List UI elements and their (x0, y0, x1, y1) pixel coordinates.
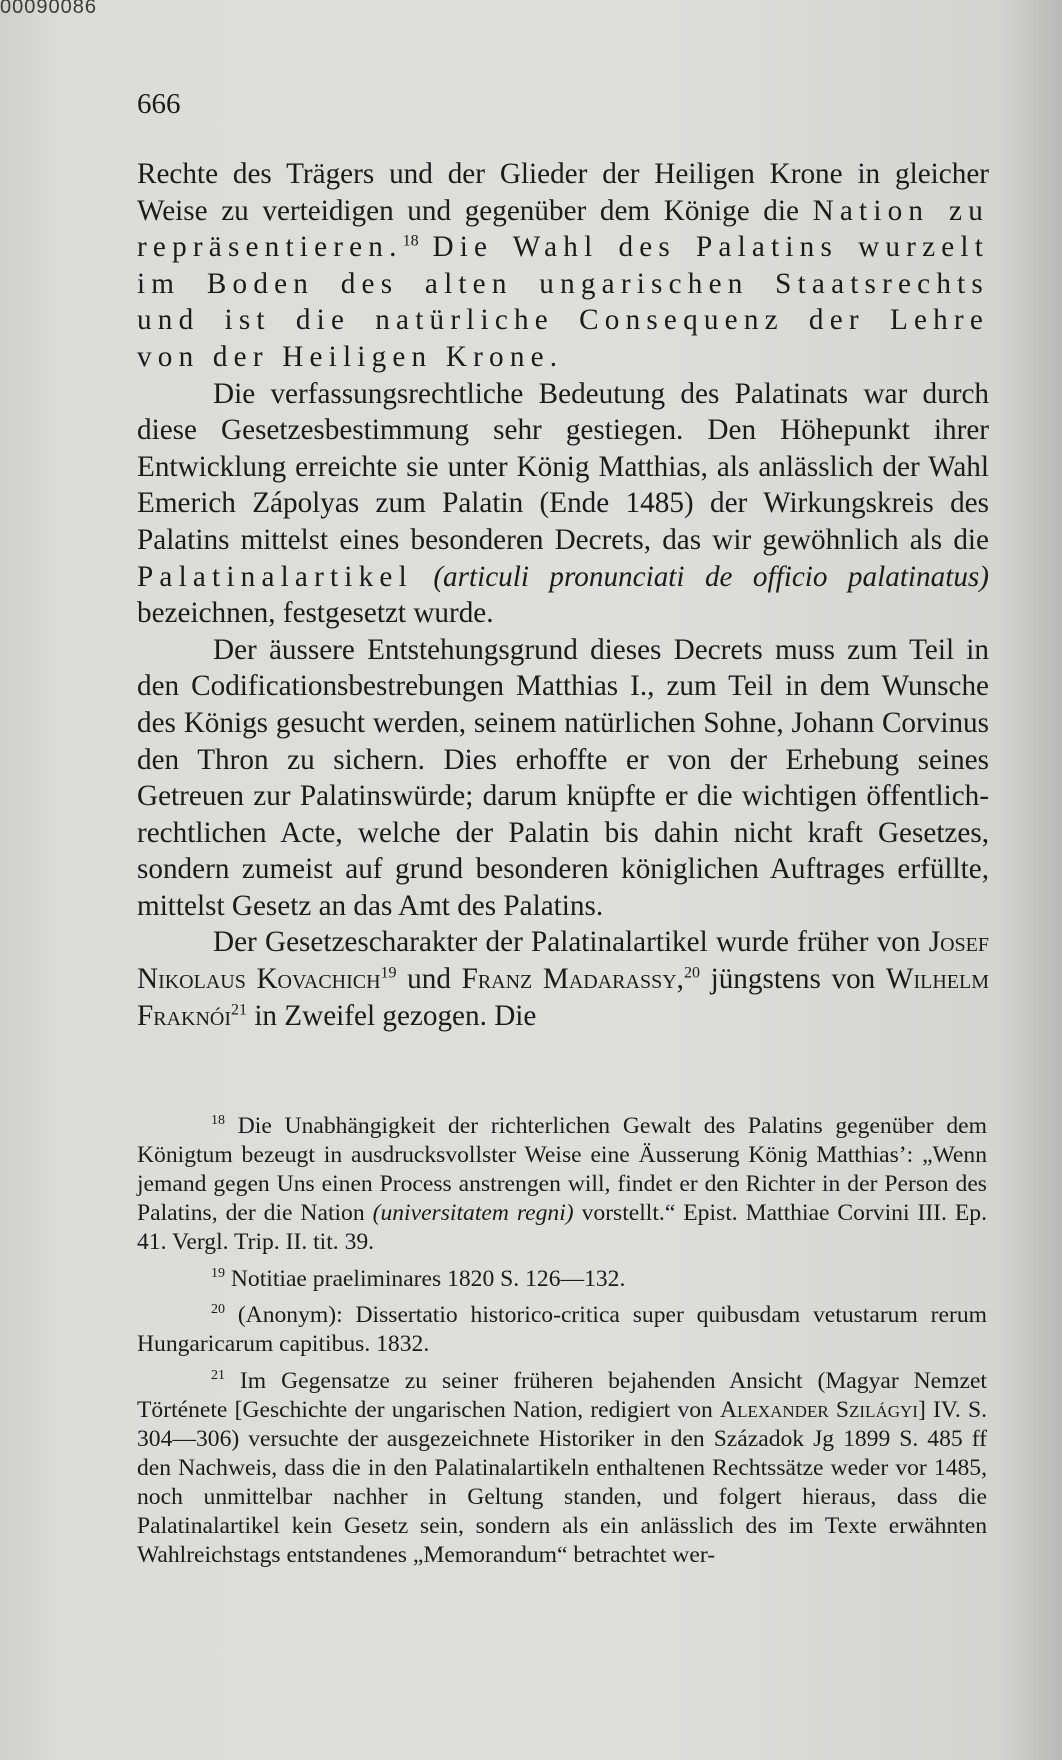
page-number: 666 (137, 88, 181, 120)
paragraph: Rechte des Trägers und der Glieder der Heiligen Krone in gleicher Weise zu verteidigen und gegenüber dem Könige die Nation zu repräsentieren.$^{18}$ Die Wahl des Palatins wurzelt im Boden des alten ungarischen Staatsrechts und ist die natürliche Consequenz der Lehre von der Heiligen Krone. (137, 158, 989, 373)
paragraph: Die verfassungsrechtliche Bedeutung des Palatinats war durch diese Gesetzesbestimmung sehr gestiegen. Den Höhepunkt ihrer Entwicklung erreichte sie unter König Matthias, als anlässlich der Wahl Emerich Zápolyas zum Palatin (Ende 1485) der Wirkungskreis des Palatins mittelst eines besonderen Decrets, das wir gewöhnlich als die Palatinalartikel (articuli pronunciati de officio palatinatus) bezeichnen, festgesetzt wurde. (137, 377, 990, 630)
footnote: $^{20}$ (Anonym): Dissertatio historico-critica super quibusdam vetustarum rerum Hungaricarum capitibus. 1832. (137, 1302, 987, 1358)
scan-id: 00090086 (0, 0, 97, 18)
main-text (137, 156, 989, 1034)
footnote: $^{19}$ Notitiae praeliminares 1820 S. 126—132. (211, 1265, 626, 1292)
paragraph: Der äussere Entstehungsgrund dieses Decrets muss zum Teil in den Codificationsbestrebungen Matthias I., zum Teil in dem Wunsche des Königs gesucht werden, seinem natürlichen Sohne, Johann Corvinus den Thron zu sichern. Dies erhoffte er von der Erhebung seines Getreuen zur Palatinswürde; darum knüpfte er die wichtigen öffentlich-rechtlichen Acte, welche der Palatin bis dahin nicht kraft Gesetzes, sondern zumeist auf grund besonderen königlichen Auftrages erfüllte, mittelst Gesetz an das Amt des Palatins. (137, 633, 989, 922)
footnotes (137, 1112, 987, 1570)
footnote: $^{18}$ Die Unabhängigkeit der richterlichen Gewalt des Palatins gegenüber dem Königtum bezeugt in ausdrucksvollster Weise eine Äusserung König Matthias’: „Wenn jemand gegen Uns einen Process anstrengen will, findet er den Richter in der Person des Palatins, der die Nation (universitatem regni) vorstellt.“ Epist. Matthiae Corvini III. Ep. 41. Vergl. Trip. II. tit. 39. (137, 1113, 988, 1255)
footnote: $^{21}$ Im Gegensatze zu seiner früheren bejahenden Ansicht (Magyar Nemzet Története [Geschichte der ungarischen Nation, redigiert von Alexander Szilágyi] IV. S. 304—306) versuchte der ausgezeichnete Historiker in den Századok Jg 1899 S. 485 ff den Nachweis, dass die in den Palatinalartikeln enthaltenen Rechtssätze weder vor 1485, noch unmittelbar nachher in Geltung standen, und folgert hieraus, dass die Palatinalartikel kein Gesetz sein, sondern als ein anlässlich des im Texte erwähnten Wahlreichstags entstandenes „Memorandum“ betrachtet wer- (137, 1368, 987, 1568)
paragraph: Der Gesetzescharakter der Palatinalartikel wurde früher von Josef Nikolaus Kovachich$^{19}$ und Franz Madarassy,$^{20}$ jüngstens von Wilhelm Fraknói$^{21}$ in Zweifel gezogen. Die (137, 926, 990, 1032)
